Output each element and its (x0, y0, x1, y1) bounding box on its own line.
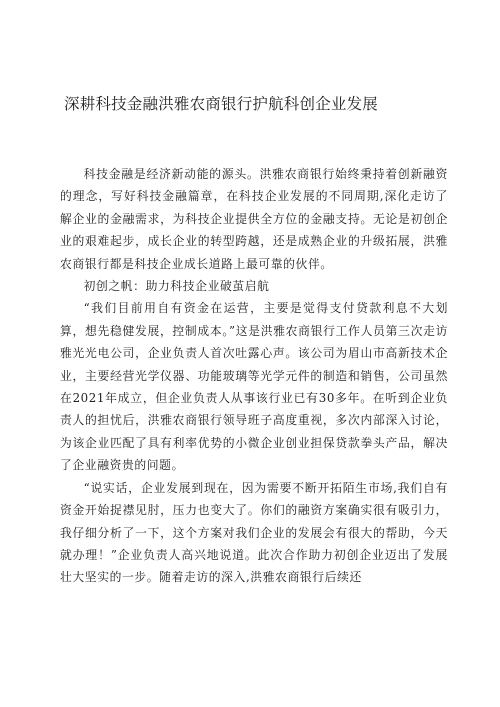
paragraph-intro: 科技金融是经济新动能的源头。洪雅农商银行始终秉持着创新融资的理念，写好科技金融篇章，在科技企业发展的不同周期,深化走访了解企业的金融需求，为科技企业提供全方位的金融支持。无论是初创企业的艰难起步，成长企业的转型跨越，还是成熟企业的升级拓展，洪雅农商银行都是科技企业成长道路上最可靠的伙伴。 (60, 167, 448, 271)
document-title: 深耕科技金融洪雅农商银行护航科创企业发展 (64, 95, 379, 113)
document-body (60, 163, 448, 589)
section-heading: 初创之帆：助力科技企业破茧启航 (83, 279, 270, 294)
paragraph-quote-1: “我们目前用自有资金在运营，主要是觉得支付贷款利息不大划算，想先稳健发展，控制成本。”这是洪雅农商银行工作人员第三次走访雅光光电公司，企业负责人首次吐露心声。该公司为眉山市高新技术企业，主要经营光学仪器、功能玻璃等光学元件的制造和销售，公司虽然在2021年成立，但企业负责人从事该行业已有30多年。在听到企业负责人的担忧后，洪雅农商银行领导班子高度重视，多次内部深入讨论，为该企业匹配了具有利率优势的小微企业创业担保贷款拳头产品，解决了企业融资贵的问题。 (60, 301, 448, 473)
paragraph-quote-2: “说实话，企业发展到现在，因为需要不断开拓陌生市场,我们自有资金开始捉襟见肘，压力也变大了。你们的融资方案确实很有吸引力，我仔细分析了一下，这个方案对我们企业的发展会有很大的帮助，今天就办理！”企业负责人高兴地说道。此次合作助力初创企业迈出了发展壮大坚实的一步。随着走访的深入,洪雅农商银行后续还 (60, 480, 448, 585)
